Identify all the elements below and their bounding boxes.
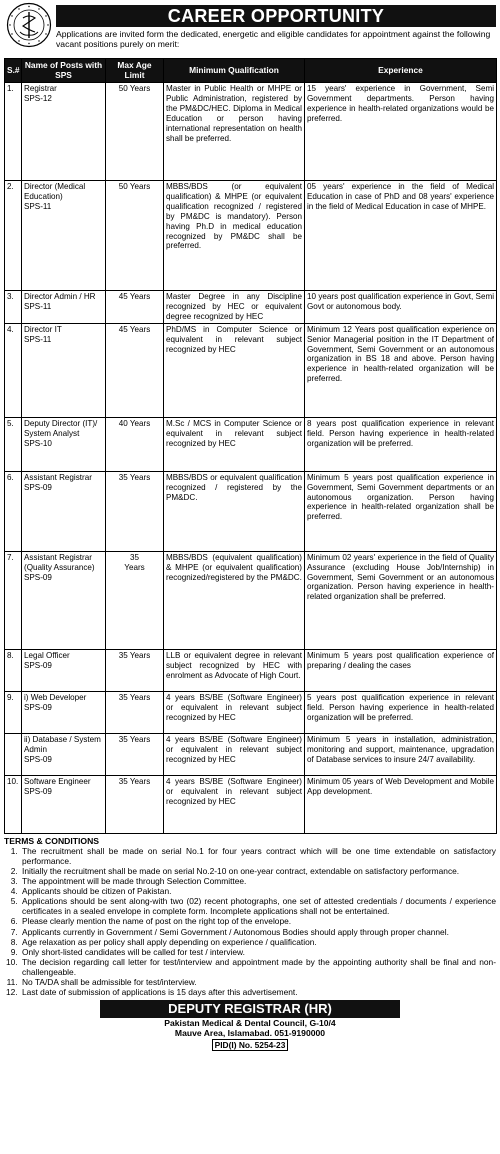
row-sno: 8. [5,649,22,691]
row-experience: Minimum 5 years post qualification experience in Government, Semi Government departments or an autonomous organization. Person having experience in health-related organization shall be preferred. [305,471,497,551]
table-row [5,417,497,471]
row-post-name: Legal Officer SPS-09 [22,649,106,691]
row-experience: Minimum 5 years post qualification experience of preparing / dealing the cases [305,649,497,691]
address-line-1: Pakistan Medical & Dental Council, G-10/4 [164,1018,336,1029]
table-row [5,551,497,649]
row-experience: Minimum 12 Years post qualification experience on Senior Managerial position in the IT Department of Government, Semi Government or an autonomous organization in BS 18 and above. Person having experience in health-related organization will be preferred. [305,323,497,417]
row-sno: 6. [5,471,22,551]
row-experience: Minimum 02 years' experience in the field of Quality Assurance (excluding House Job/Internship) in Government, Semi Government or an autonomous organization. Person having experience in health-related organization shall be preferred. [305,551,497,649]
row-sno: 1. [5,83,22,181]
table-row [5,471,497,551]
table-row [5,775,497,833]
row-age-limit: 50 Years [106,83,164,181]
row-post-name: Registrar SPS-12 [22,83,106,181]
designation-banner: DEPUTY REGISTRAR (HR) [100,1000,400,1018]
row-age-limit: 35 Years [106,649,164,691]
terms-list [4,846,496,997]
row-post-name: Deputy Director (IT)/ System Analyst SPS-10 [22,417,106,471]
col-header-experience: Experience [305,59,497,83]
table-header-row [5,59,497,83]
term-item: 6. Please clearly mention the name of post on the right top of the envelope. [20,916,496,926]
row-sno: 2. [5,181,22,291]
row-age-limit: 35 Years [106,733,164,775]
row-qualification: MBBS/BDS (or equivalent qualification) & MHPE (or equivalent qualification recognized / registered by PM&DC is mandatory). Person having Ph.D in medical education recognized by PM&DC shall be preferred. [164,181,305,291]
row-age-limit: 35 Years [106,471,164,551]
council-seal-icon [6,2,52,48]
col-header-post: Name of Posts with SPS [22,59,106,83]
row-post-name: Director Admin / HR SPS-11 [22,291,106,324]
pid-number: PID(I) No. 5254-23 [212,1039,288,1051]
term-item: 3. The appointment will be made through Selection Committee. [20,876,496,886]
row-post-name: ii) Database / System Admin SPS-09 [22,733,106,775]
row-sno: 10. [5,775,22,833]
row-post-name: Director IT SPS-11 [22,323,106,417]
row-post-name: Software Engineer SPS-09 [22,775,106,833]
terms-title: TERMS & CONDITIONS [4,835,100,846]
term-item: 7. Applicants currently in Government / Semi Government / Autonomous Bodies should apply through proper channel. [20,927,496,937]
table-row [5,323,497,417]
row-experience: 15 years' experience in Government, Semi Government departments. Person having experience in health-related organizations would be preferred. [305,83,497,181]
row-post-name: Assistant Registrar SPS-09 [22,471,106,551]
table-row [5,291,497,324]
row-qualification: M.Sc / MCS in Computer Science or equivalent in relevant subject recognized by HEC [164,417,305,471]
term-item: 1. The recruitment shall be made on serial No.1 for four years contract which will be one time extendable on satisfactory performance. [20,846,496,866]
row-post-name: Director (Medical Education) SPS-11 [22,181,106,291]
term-item: 10. The decision regarding call letter for test/interview and appointment made by the appointing authority shall be final and non-challengeable. [20,957,496,977]
row-qualification: MBBS/BDS or equivalent qualification recognized / registered by the PM&DC. [164,471,305,551]
table-row [5,83,497,181]
row-experience: Minimum 5 years in installation, administration, monitoring and support, maintenance, upgradation of Database services to insure 24/7 availability. [305,733,497,775]
row-sno: 9. [5,691,22,733]
row-qualification: Master Degree in any Discipline recognized by HEC or equivalent degree recognized by HEC [164,291,305,324]
row-qualification: MBBS/BDS (equivalent qualification) & MHPE (or equivalent qualification) recognized/registered by the PM&DC. [164,551,305,649]
row-age-limit: 50 Years [106,181,164,291]
row-qualification: 4 years BS/BE (Software Engineer) or equivalent in relevant subject recognized by HEC [164,775,305,833]
col-header-sno: S.# [5,59,22,83]
row-experience: Minimum 05 years of Web Development and Mobile App development. [305,775,497,833]
col-header-qualification: Minimum Qualification [164,59,305,83]
terms-section [4,836,496,998]
table-row [5,733,497,775]
row-qualification: PhD/MS in Computer Science or equivalent in relevant subject recognized by HEC [164,323,305,417]
row-experience: 10 years post qualification experience in Govt, Semi Govt or autonomous body. [305,291,497,324]
row-age-limit: 45 Years [106,323,164,417]
table-row [5,181,497,291]
row-sno [5,733,22,775]
positions-table [4,58,497,834]
table-row [5,691,497,733]
term-item: 4. Applicants should be citizen of Pakistan. [20,886,496,896]
address-line-2: Mauve Area, Islamabad. 051-9190000 [174,1028,326,1039]
row-experience: 8 years post qualification experience in relevant field. Person having experience in health-related organization will be preferred. [305,417,497,471]
row-age-limit: 35 Years [106,775,164,833]
term-item: 9. Only short-listed candidates will be called for test / interview. [20,947,496,957]
row-age-limit: 45 Years [106,291,164,324]
row-qualification: 4 years BS/BE (Software Engineer) or equivalent in relevant subject recognized by HEC [164,733,305,775]
table-row [5,649,497,691]
row-sno: 5. [5,417,22,471]
term-item: 12. Last date of submission of applications is 15 days after this advertisement. [20,987,496,997]
row-experience: 5 years post qualification experience in relevant field. Person having experience in health-related organization will be preferred. [305,691,497,733]
row-post-name: i) Web Developer SPS-09 [22,691,106,733]
term-item: 2. Initially the recruitment shall be made on serial No.2-10 on one-year contract, extendable on satisfactory performance. [20,866,496,876]
row-qualification: LLB or equivalent degree in relevant subject recognized by HEC with enrolment as Advocate of High Court. [164,649,305,691]
row-age-limit: 40 Years [106,417,164,471]
row-sno: 7. [5,551,22,649]
page-title: CAREER OPPORTUNITY [56,5,496,27]
term-item: 8. Age relaxation as per policy shall apply depending on experience / qualification. [20,937,496,947]
row-experience: 05 years' experience in the field of Medical Education in case of PhD and 08 years' experience in the field of Medical Education in case of MHPE. [305,181,497,291]
row-sno: 4. [5,323,22,417]
row-age-limit: 35 Years [106,551,164,649]
col-header-age: Max Age Limit [106,59,164,83]
term-item: 11. No TA/DA shall be admissible for test/interview. [20,977,496,987]
intro-text: Applications are invited form the dedicated, energetic and eligible candidates for appointment against the following vacant positions purely on merit: [56,29,491,49]
term-item: 5. Applications should be sent along-with two (02) recent photographs, one set of attested credentials / documents / experience certificates in a sealed envelope in complete form. Incomplete applications shall not be entertained. [20,896,496,916]
row-sno: 3. [5,291,22,324]
row-qualification: 4 years BS/BE (Software Engineer) or equivalent in relevant subject recognized by HEC [164,691,305,733]
row-post-name: Assistant Registrar (Quality Assurance) SPS-09 [22,551,106,649]
row-qualification: Master in Public Health or MHPE or Public Administration, registered by the PM&DC/HEC. Diploma in Medical Education or person having international representation on health shall be preferred. [164,83,305,181]
header [4,2,496,58]
row-age-limit: 35 Years [106,691,164,733]
